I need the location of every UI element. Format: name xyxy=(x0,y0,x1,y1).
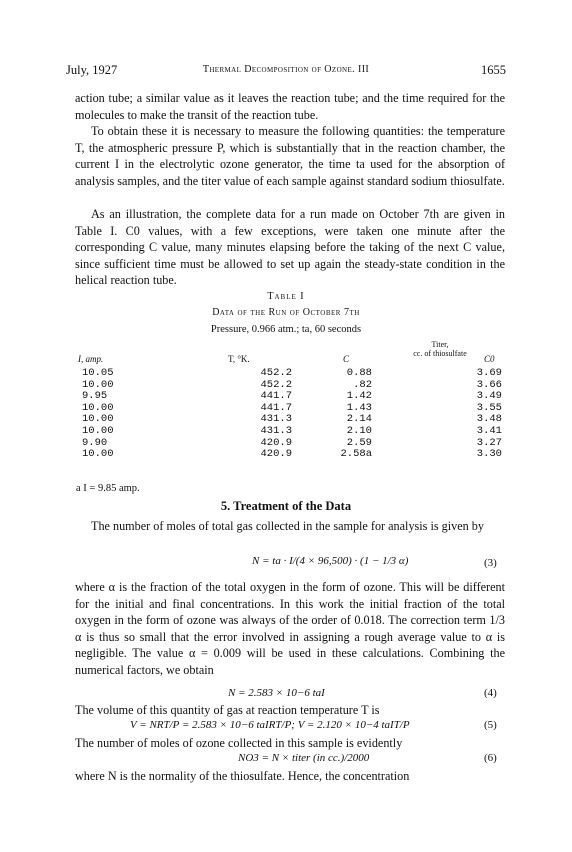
table-row xyxy=(72,368,502,380)
col-header-titer xyxy=(390,340,490,358)
cell-c: .82 xyxy=(353,378,372,391)
table-label: Table I xyxy=(267,291,305,302)
cell-temperature: 452.2 xyxy=(260,367,292,379)
col-header-current: I, amp. xyxy=(78,354,104,364)
cell-c: 1.42 xyxy=(346,390,372,403)
paragraph-1: action tube; a similar value as it leaves the reaction tube; and the time required for the molecules to make the transit of the reaction tube. xyxy=(75,91,505,122)
col-header-c: C xyxy=(343,354,350,364)
running-head xyxy=(66,63,506,79)
cell-c0: 3.48 xyxy=(476,413,502,426)
cell-current: 9.90 xyxy=(82,436,108,449)
cell-c: 1.43 xyxy=(346,401,372,414)
cell-c0: 3.66 xyxy=(476,378,502,391)
col-header-titer-line1: Titer, xyxy=(431,340,449,349)
equation-5-number: (5) xyxy=(484,719,497,731)
cell-c: 0.88 xyxy=(346,367,372,379)
cell-current: 9.95 xyxy=(82,390,108,403)
equation-5: V = NRT/P = 2.583 × 10−6 taIRT/P; V = 2.120 × 10−4 taIT/P xyxy=(130,719,410,731)
cell-temperature: 420.9 xyxy=(260,448,292,461)
paragraph-7: The number of moles of ozone collected in this sample is evidently xyxy=(75,736,403,750)
cell-temperature: 441.7 xyxy=(260,390,292,403)
table-conditions: Pressure, 0.966 atm.; ta, 60 seconds xyxy=(210,324,362,335)
table-row xyxy=(72,426,502,438)
data-table xyxy=(72,368,502,461)
cell-temperature: 431.3 xyxy=(260,413,292,426)
paragraph-4: The number of moles of total gas collected in the sample for analysis is given by xyxy=(91,519,484,533)
paragraph-3: As an illustration, the complete data for a run made on October 7th are given in Table I. C0 values, with a few exceptions, were taken one minute after the corresponding C value, many minutes elapsing before the taking of the next C value, since sufficient time must be allowed to set up again the steady-state condition in the helical reaction tube. xyxy=(75,207,505,287)
equation-6-number: (6) xyxy=(484,752,497,764)
paragraph-6: The volume of this quantity of gas at reaction temperature T is xyxy=(75,703,380,717)
equation-3: N = ta · I/(4 × 96,500) · (1 − 1/3 α) xyxy=(252,555,409,567)
section-title: 5. Treatment of the Data xyxy=(220,499,352,513)
cell-c: 2.14 xyxy=(346,413,372,426)
table-body xyxy=(72,368,502,461)
cell-c: 2.10 xyxy=(346,424,372,437)
cell-c0: 3.55 xyxy=(476,401,502,414)
cell-temperature: 431.3 xyxy=(260,424,292,437)
table-footnote: a I = 9.85 amp. xyxy=(76,483,140,494)
cell-current: 10.00 xyxy=(82,413,114,426)
cell-temperature: 441.7 xyxy=(260,401,292,414)
cell-current: 10.00 xyxy=(82,424,114,437)
header-title: Thermal Decomposition of Ozone. III xyxy=(202,64,370,75)
paragraph-8: where N is the normality of the thiosulfate. Hence, the concentration xyxy=(75,769,410,783)
cell-current: 10.00 xyxy=(82,401,114,414)
cell-temperature: 420.9 xyxy=(260,436,292,449)
cell-c0: 3.49 xyxy=(476,390,502,403)
equation-6: NO3 = N × titer (in cc.)/2000 xyxy=(238,752,370,764)
cell-c0: 3.27 xyxy=(476,436,502,449)
cell-c0: 3.69 xyxy=(476,367,502,379)
col-header-temperature: T, °K. xyxy=(228,354,250,364)
equation-3-number: (3) xyxy=(484,557,497,569)
cell-c: 2.59 xyxy=(346,436,372,449)
header-date: July, 1927 xyxy=(66,63,118,77)
cell-current: 10.00 xyxy=(82,378,114,391)
equation-4-number: (4) xyxy=(484,687,497,699)
cell-current: 10.05 xyxy=(82,367,114,379)
cell-c0: 3.41 xyxy=(476,424,502,437)
table-title: Data of the Run of October 7th xyxy=(212,307,360,318)
col-header-titer-line2: cc. of thiosulfate xyxy=(413,349,467,358)
col-header-c0: C0 xyxy=(484,354,495,364)
cell-current: 10.00 xyxy=(82,448,114,461)
header-page-number: 1655 xyxy=(481,63,506,77)
table-row xyxy=(72,449,502,461)
paragraph-2: To obtain these it is necessary to measure the following quantities: the temperature T, the atmospheric pressure P, which is substantially that in the reaction chamber, the current I in the electrolytic ozone generator, the time ta used for the absorption of analysis samples, and the titer value of each sample against standard sodium thiosulfate. xyxy=(75,124,505,188)
cell-temperature: 452.2 xyxy=(260,378,292,391)
cell-c: 2.58a xyxy=(340,448,372,461)
cell-c0: 3.30 xyxy=(476,448,502,461)
paragraph-5: where α is the fraction of the total oxygen in the form of ozone. This will be different for the initial and final concentrations. In this work the initial fraction of the total oxygen in the form of ozone was always of the order of 0.018. The correction term 1/3 α is thus so small that the error involved in assigning a rough average value to α is negligible. The value α = 0.009 will be used in these calculations. Combining the numerical factors, we obtain xyxy=(75,580,505,677)
equation-4: N = 2.583 × 10−6 taI xyxy=(228,687,325,699)
